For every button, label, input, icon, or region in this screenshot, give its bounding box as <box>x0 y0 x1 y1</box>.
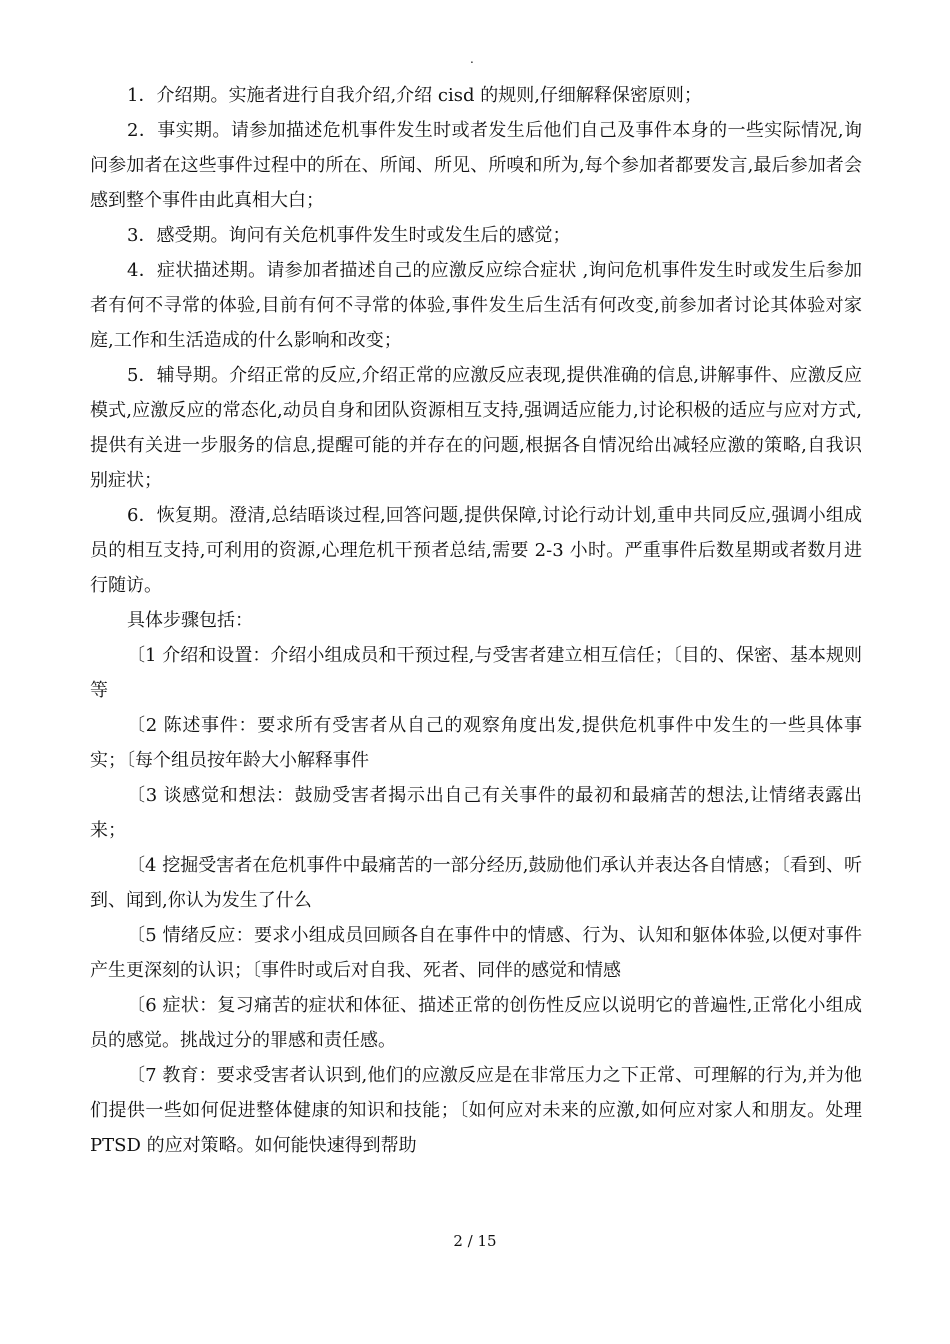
paragraph-feeling-phase: 3．感受期。询问有关危机事件发生时或发生后的感觉； <box>127 225 571 246</box>
paragraph-guidance-phase: 5．辅导期。介绍正常的反应,介绍正常的应激反应表现,提供准确的信息,讲解事件、应激反应模式,应激反应的常态化,动员自身和团队资源相互支持,强调适应能力,讨论积极的适应与应对方式,提供有关进一步服务的信息,提醒可能的并存在的问题,根据各自情况给出减轻应激的策略,自我识别症状； <box>90 365 862 491</box>
paragraph-steps-heading: 具体步骤包括： <box>127 610 253 631</box>
paragraph-intro-phase: 1．介绍期。实施者进行自我介绍,介绍 cisd 的规则,仔细解释保密原则； <box>127 85 702 106</box>
paragraph-step-1: 〔1 介绍和设置：介绍小组成员和干预过程,与受害者建立相互信任；〔目的、保密、基本规则等 <box>90 645 862 701</box>
document-body <box>90 78 862 1163</box>
header-dot: . <box>470 52 474 66</box>
paragraph-step-6: 〔6 症状：复习痛苦的症状和体征、描述正常的创伤性反应以说明它的普遍性,正常化小组成员的感觉。挑战过分的罪感和责任感。 <box>90 995 862 1051</box>
paragraph-step-2: 〔2 陈述事件：要求所有受害者从自己的观察角度出发,提供危机事件中发生的一些具体事实；〔每个组员按年龄大小解释事件 <box>90 715 862 771</box>
paragraph-step-3: 〔3 谈感觉和想法：鼓励受害者揭示出自己有关事件的最初和最痛苦的想法,让情绪表露出来； <box>90 785 862 841</box>
page-number: 2 / 15 <box>453 1232 497 1250</box>
paragraph-step-4: 〔4 挖掘受害者在危机事件中最痛苦的一部分经历,鼓励他们承认并表达各自情感；〔看到、听到、闻到,你认为发生了什么 <box>90 855 862 911</box>
paragraph-symptom-phase: 4．症状描述期。请参加者描述自己的应激反应综合症状 ,询问危机事件发生时或发生后参加者有何不寻常的体验,目前有何不寻常的体验,事件发生后生活有何改变,前参加者讨论其体验对家庭,工作和生活造成的什么影响和改变； <box>90 260 862 351</box>
paragraph-recovery-phase: 6．恢复期。澄清,总结晤谈过程,回答问题,提供保障,讨论行动计划,重申共同反应,强调小组成员的相互支持,可利用的资源,心理危机干预者总结,需要 2-3 小时。严重事件后数星期或者数月进行随访。 <box>90 505 862 596</box>
paragraph-step-5: 〔5 情绪反应：要求小组成员回顾各自在事件中的情感、行为、认知和躯体体验,以便对事件产生更深刻的认识；〔事件时或后对自我、死者、同伴的感觉和情感 <box>90 925 862 981</box>
paragraph-step-7: 〔7 教育：要求受害者认识到,他们的应激反应是在非常压力之下正常、可理解的行为,并为他们提供一些如何促进整体健康的知识和技能；〔如何应对未来的应激,如何应对家人和朋友。处理 PTSD 的应对策略。如何能快速得到帮助 <box>90 1065 862 1156</box>
paragraph-fact-phase: 2．事实期。请参加描述危机事件发生时或者发生后他们自己及事件本身的一些实际情况,询问参加者在这些事件过程中的所在、所闻、所见、所嗅和所为,每个参加者都要发言,最后参加者会感到整个事件由此真相大白； <box>90 120 862 211</box>
